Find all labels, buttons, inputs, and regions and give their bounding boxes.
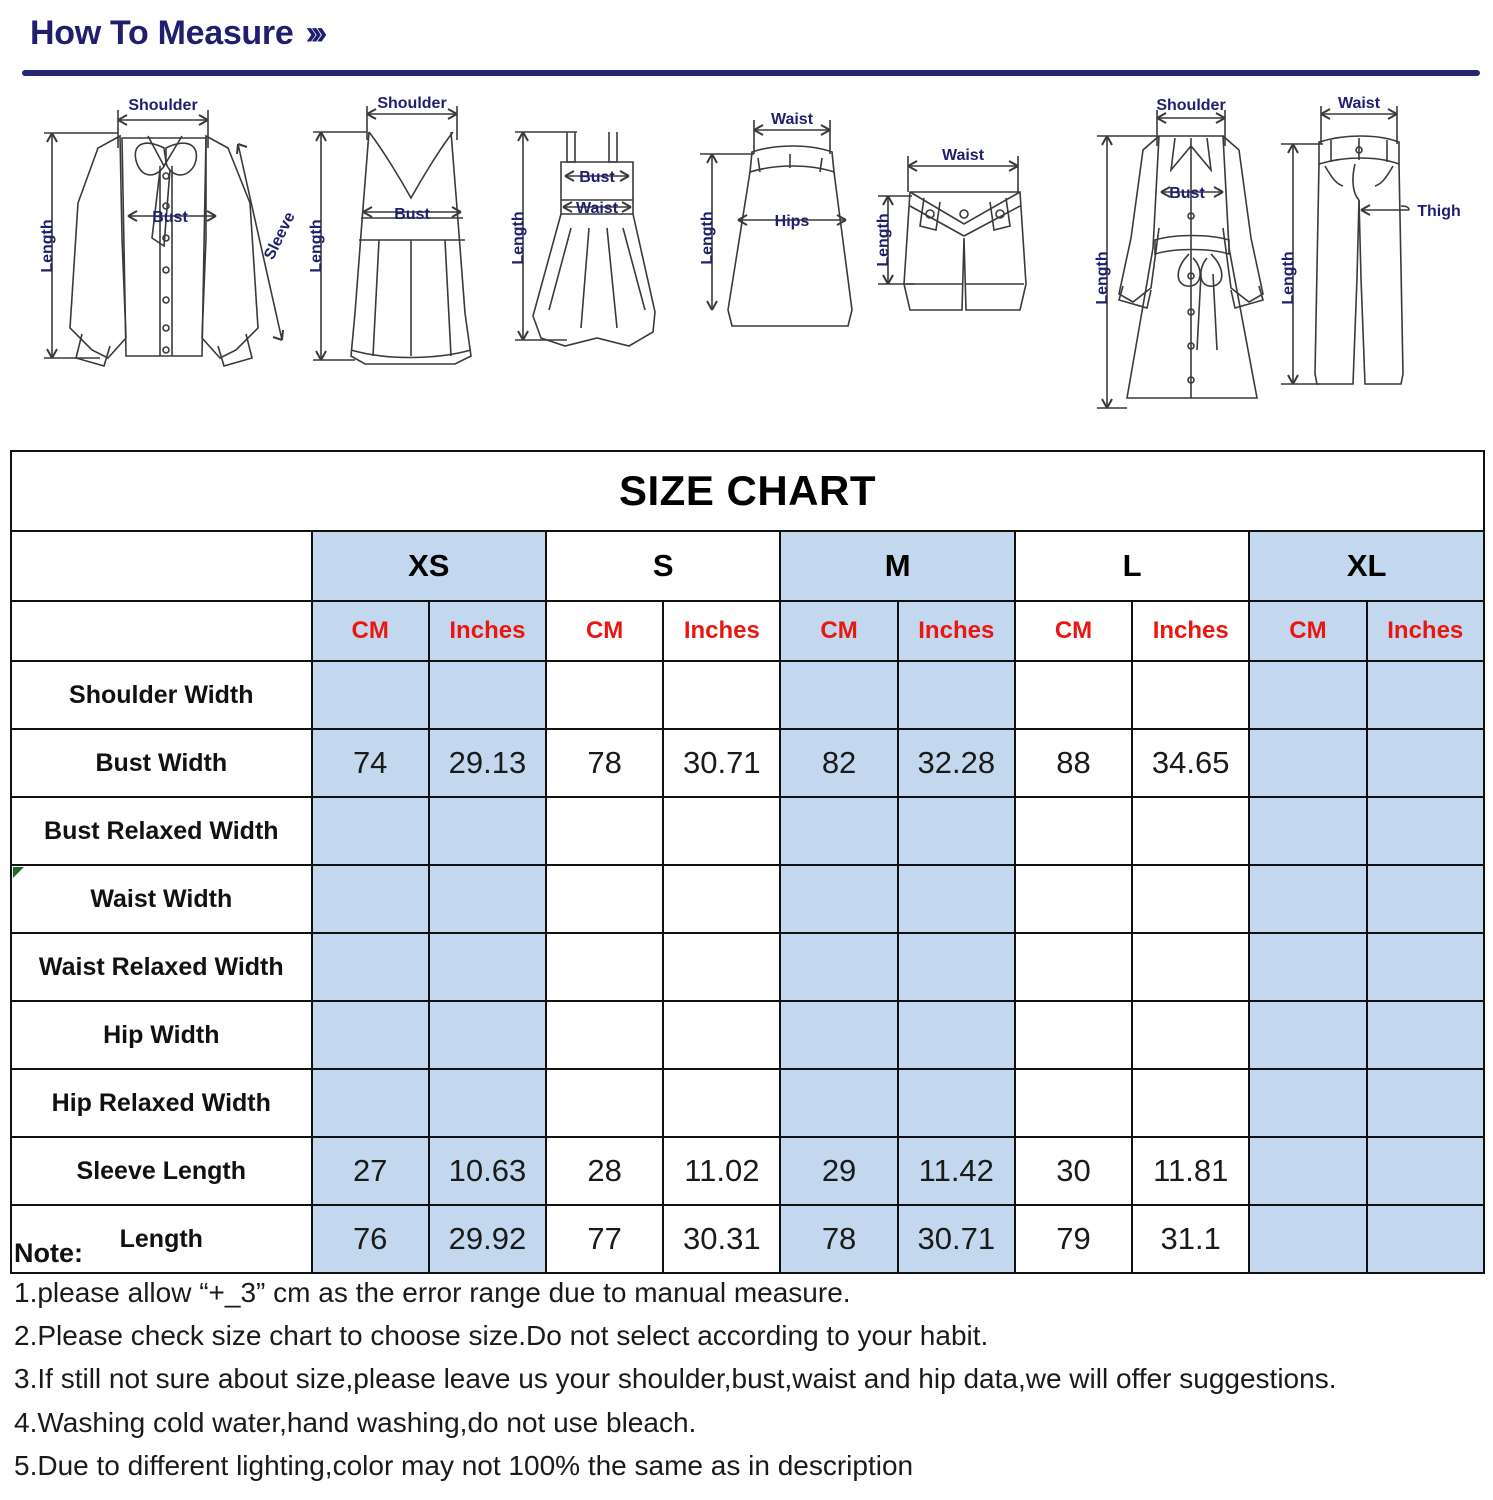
cell-xl-inches: [1367, 729, 1484, 797]
cell-l-inches: 11.81: [1132, 1137, 1249, 1205]
dim-label-sleeve: Sleeve: [261, 209, 299, 263]
cell-m-cm: [780, 865, 897, 933]
cell-xs-inches: [429, 797, 546, 865]
dim-label-bust: Bust: [152, 209, 188, 226]
dim-label-length: Length: [510, 211, 527, 265]
cell-xs-inches: 10.63: [429, 1137, 546, 1205]
chevron-right-triple-icon: ›››: [305, 14, 322, 52]
cell-s-cm: 78: [546, 729, 663, 797]
cell-xs-cm: [312, 661, 429, 729]
dim-label-bust: Bust: [1169, 185, 1205, 202]
cell-m-inches: 30.71: [898, 1205, 1015, 1273]
cell-xs-inches: [429, 933, 546, 1001]
cell-s-cm: [546, 797, 663, 865]
garment-belted-coat: [1075, 88, 1285, 443]
size-header-s: S: [546, 531, 780, 601]
garment-v-neck-tank-top: [305, 88, 505, 443]
cell-s-cm: 77: [546, 1205, 663, 1273]
cell-l-cm: [1015, 1001, 1132, 1069]
size-header-m: M: [780, 531, 1014, 601]
cell-m-inches: [898, 1001, 1015, 1069]
unit-header-m-inches: Inches: [898, 601, 1015, 661]
cell-s-inches: [663, 1069, 780, 1137]
cell-s-inches: 30.31: [663, 1205, 780, 1273]
cell-s-cm: [546, 933, 663, 1001]
cell-m-inches: [898, 797, 1015, 865]
cell-l-inches: 34.65: [1132, 729, 1249, 797]
table-row: [11, 865, 1484, 933]
notes-section: [14, 1238, 1484, 1493]
cell-m-cm: [780, 933, 897, 1001]
dim-label-shoulder: Shoulder: [1156, 97, 1226, 114]
cell-xl-inches: [1367, 797, 1484, 865]
comment-marker-icon: [13, 867, 24, 878]
row-label-text: Waist Width: [90, 884, 233, 913]
dim-label-length: Length: [1094, 251, 1111, 305]
unit-header-xs-inches: Inches: [429, 601, 546, 661]
header-divider: [22, 70, 1480, 76]
unit-header-xl-cm: CM: [1249, 601, 1366, 661]
cell-m-cm: 78: [780, 1205, 897, 1273]
cell-xs-inches: [429, 661, 546, 729]
cell-l-cm: [1015, 661, 1132, 729]
unit-header-l-cm: CM: [1015, 601, 1132, 661]
dim-label-length: Length: [1280, 251, 1297, 305]
cell-m-cm: [780, 797, 897, 865]
cell-xs-cm: 74: [312, 729, 429, 797]
cell-xs-cm: [312, 1001, 429, 1069]
cell-xs-inches: [429, 1069, 546, 1137]
cell-xs-inches: [429, 1001, 546, 1069]
cell-xl-inches: [1367, 661, 1484, 729]
cell-m-cm: [780, 661, 897, 729]
cell-xl-cm: [1249, 661, 1366, 729]
garment-a-line-skirt: [680, 88, 875, 443]
row-label-text: Bust Relaxed Width: [44, 816, 279, 845]
row-label-waist-width: [11, 865, 312, 933]
table-title-row: [11, 451, 1484, 531]
cell-l-inches: [1132, 661, 1249, 729]
cell-l-inches: [1132, 865, 1249, 933]
cell-l-inches: [1132, 1001, 1249, 1069]
unit-header-xl-inches: Inches: [1367, 601, 1484, 661]
row-label-waist-relaxed-width: [11, 933, 312, 1001]
dim-label-waist: Waist: [770, 111, 814, 128]
table-row: [11, 1069, 1484, 1137]
cell-xs-inches: [429, 865, 546, 933]
cell-m-cm: [780, 1001, 897, 1069]
garment-illustration-strip: [0, 88, 1493, 448]
cell-xl-cm: [1249, 729, 1366, 797]
table-row: [11, 1137, 1484, 1205]
row-label-shoulder-width: [11, 661, 312, 729]
dim-label-bust: Bust: [579, 169, 615, 186]
row-label-bust-width: [11, 729, 312, 797]
unit-header-l-inches: Inches: [1132, 601, 1249, 661]
cell-l-cm: 30: [1015, 1137, 1132, 1205]
row-label-text: Hip Relaxed Width: [51, 1088, 271, 1117]
unit-header-row: [11, 601, 1484, 661]
cell-xs-cm: [312, 797, 429, 865]
row-label-bust-relaxed-width: [11, 797, 312, 865]
how-to-measure-header: [0, 0, 1493, 88]
cell-s-inches: [663, 1001, 780, 1069]
unit-header-s-inches: Inches: [663, 601, 780, 661]
dim-label-length: Length: [875, 213, 892, 267]
cell-s-inches: 30.71: [663, 729, 780, 797]
cell-xl-cm: [1249, 1001, 1366, 1069]
cell-xs-inches: 29.13: [429, 729, 546, 797]
cell-l-inches: 31.1: [1132, 1205, 1249, 1273]
cell-l-cm: [1015, 865, 1132, 933]
cell-l-cm: [1015, 797, 1132, 865]
cell-m-inches: [898, 661, 1015, 729]
cell-s-inches: [663, 933, 780, 1001]
dim-label-thigh: Thigh: [1417, 203, 1461, 220]
cell-s-cm: [546, 661, 663, 729]
dim-label-hips: Hips: [774, 213, 810, 230]
dim-label-waist: Waist: [1337, 95, 1381, 112]
cell-xl-cm: [1249, 1137, 1366, 1205]
cell-xs-cm: [312, 1069, 429, 1137]
dim-label-length: Length: [699, 211, 716, 265]
row-label-text: Hip Width: [103, 1020, 220, 1049]
size-header-l: L: [1015, 531, 1249, 601]
row-label-sleeve-length: [11, 1137, 312, 1205]
cell-m-inches: 11.42: [898, 1137, 1015, 1205]
note-line-5: 5.Due to different lighting,color may not 100% the same as in description: [14, 1449, 914, 1481]
cell-m-inches: [898, 865, 1015, 933]
page-title: [30, 14, 321, 53]
cell-s-inches: [663, 797, 780, 865]
cell-l-cm: [1015, 1069, 1132, 1137]
garment-strap-dress: [505, 88, 680, 443]
dim-label-length: Length: [308, 219, 325, 273]
unit-header-corner: [11, 601, 312, 661]
table-row: [11, 729, 1484, 797]
table-row: [11, 1001, 1484, 1069]
dim-label-shoulder: Shoulder: [128, 97, 198, 114]
cell-xl-inches: [1367, 865, 1484, 933]
cell-s-cm: [546, 1001, 663, 1069]
cell-m-cm: [780, 1069, 897, 1137]
cell-xl-cm: [1249, 1069, 1366, 1137]
size-header-xs: XS: [312, 531, 546, 601]
cell-xs-cm: 76: [312, 1205, 429, 1273]
cell-xs-cm: 27: [312, 1137, 429, 1205]
cell-xl-inches: [1367, 1137, 1484, 1205]
cell-s-inches: 11.02: [663, 1137, 780, 1205]
row-label-text: Bust Width: [95, 748, 228, 777]
cell-m-inches: [898, 933, 1015, 1001]
row-label-text: Length: [119, 1224, 203, 1253]
cell-l-inches: [1132, 1069, 1249, 1137]
cell-xs-cm: [312, 865, 429, 933]
cell-l-cm: 79: [1015, 1205, 1132, 1273]
page-title-text: How To Measure: [30, 14, 294, 52]
size-header-corner: [11, 531, 312, 601]
cell-s-cm: 28: [546, 1137, 663, 1205]
note-line-4: 4.Washing cold water,hand washing,do not use bleach.: [14, 1406, 697, 1438]
unit-header-m-cm: CM: [780, 601, 897, 661]
cell-s-cm: [546, 865, 663, 933]
cell-l-cm: [1015, 933, 1132, 1001]
size-chart-table: [10, 450, 1485, 1274]
cell-l-inches: [1132, 933, 1249, 1001]
unit-header-s-cm: CM: [546, 601, 663, 661]
size-chart-title: SIZE CHART: [11, 451, 1484, 531]
cell-xl-cm: [1249, 865, 1366, 933]
cell-m-inches: 32.28: [898, 729, 1015, 797]
row-label-hip-relaxed-width: [11, 1069, 312, 1137]
cell-s-cm: [546, 1069, 663, 1137]
cell-xl-cm: [1249, 797, 1366, 865]
cell-xl-cm: [1249, 933, 1366, 1001]
note-line-1: 1.please allow “+_3” cm as the error range due to manual measure.: [14, 1277, 851, 1308]
row-label-text: Shoulder Width: [69, 680, 254, 709]
cell-m-cm: 29: [780, 1137, 897, 1205]
cell-m-inches: [898, 1069, 1015, 1137]
unit-header-xs-cm: CM: [312, 601, 429, 661]
notes-heading: Note:: [14, 1238, 83, 1268]
note-line-3: 3.If still not sure about size,please leave us your shoulder,bust,waist and hip data,we will offer suggestions.: [14, 1363, 1337, 1395]
dim-label-length: Length: [39, 219, 56, 273]
cell-xs-inches: 29.92: [429, 1205, 546, 1273]
garment-trousers: [1275, 88, 1475, 443]
table-row: [11, 933, 1484, 1001]
cell-l-cm: 88: [1015, 729, 1132, 797]
garment-blouse-with-bow: [30, 88, 305, 443]
row-label-text: Waist Relaxed Width: [38, 952, 284, 981]
dim-label-waist: Waist: [941, 147, 985, 164]
cell-xl-inches: [1367, 1001, 1484, 1069]
cell-s-inches: [663, 865, 780, 933]
note-line-2: 2.Please check size chart to choose size.Do not select according to your habit.: [14, 1320, 989, 1352]
cell-xl-inches: [1367, 1069, 1484, 1137]
size-header-row: [11, 531, 1484, 601]
table-row: [11, 661, 1484, 729]
row-label-hip-width: [11, 1001, 312, 1069]
dim-label-shoulder: Shoulder: [377, 95, 447, 112]
cell-xl-inches: [1367, 933, 1484, 1001]
size-header-xl: XL: [1249, 531, 1484, 601]
dim-label-bust: Bust: [394, 206, 430, 223]
size-chart-table-container: [10, 450, 1485, 1274]
row-label-text: Sleeve Length: [76, 1156, 247, 1185]
dim-label-waist: Waist: [575, 200, 619, 217]
garment-shorts: [870, 88, 1070, 443]
table-row: [11, 797, 1484, 865]
cell-s-inches: [663, 661, 780, 729]
cell-xs-cm: [312, 933, 429, 1001]
cell-l-inches: [1132, 797, 1249, 865]
cell-m-cm: 82: [780, 729, 897, 797]
